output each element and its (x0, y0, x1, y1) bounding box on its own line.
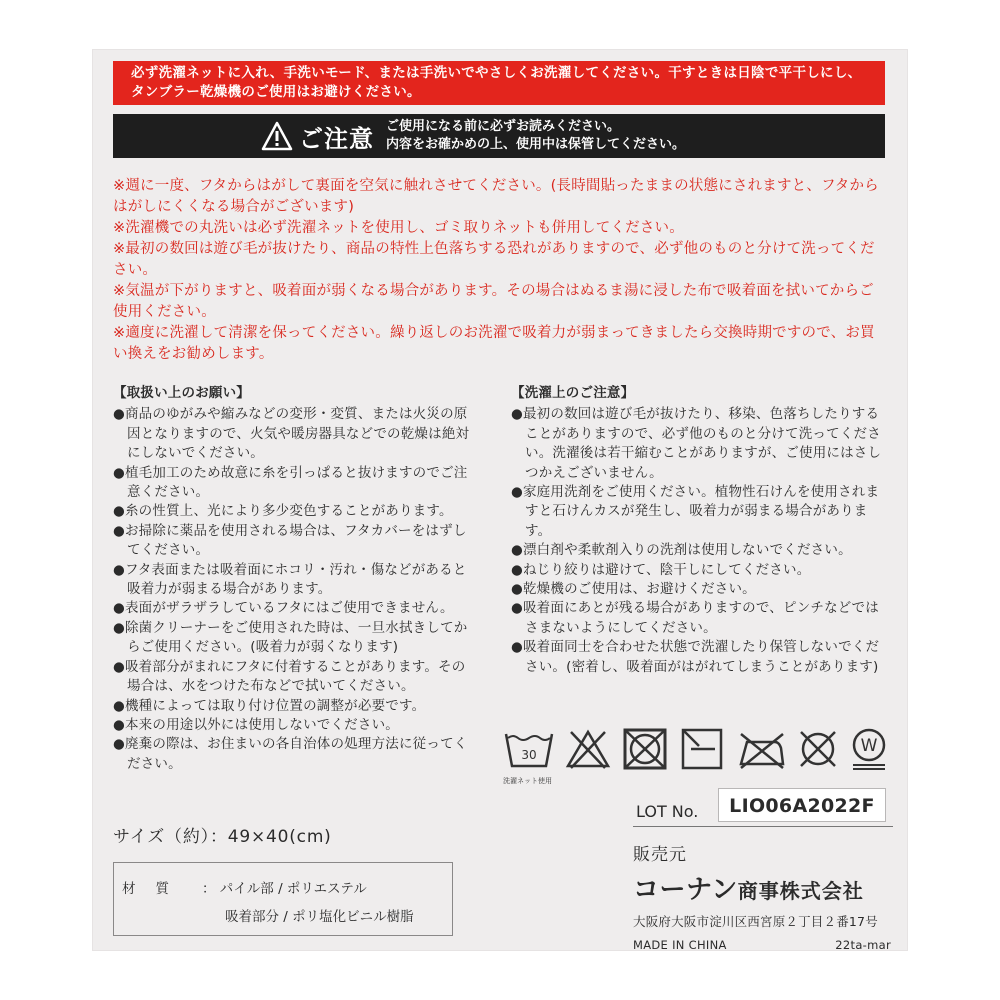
note-item: ※週に一度、フタからはがして裏面を空気に触れさせてください。(長時間貼ったままの状態にされますと、フタからはがしにくくなる場合がございます) (113, 178, 879, 215)
origin-text: MADE IN CHINA (633, 938, 727, 952)
banner-line-1: 必ず洗濯ネットに入れ、手洗いモード、または手洗いでやさしくお洗濯してください。干すときは日陰で平干しにし、 (131, 65, 862, 81)
handling-item: ●吸着部分がまれにフタに付着することがあります。その場合は、水をつけた布などで拭いてください。 (113, 658, 466, 695)
caution-sub-2: 内容をお確かめの上、使用中は保管してください。 (386, 137, 686, 152)
important-notes (113, 176, 883, 365)
material-row-2: 吸着部分 / ポリ塩化ビニル樹脂 (225, 909, 414, 925)
note-item: ※気温が下がりますと、吸着面が弱くなる場合があります。その場合はぬるま湯に浸した布で吸着面を拭いてからご使用ください。 (113, 283, 874, 320)
washing-item: ●漂白剤や柔軟剤入りの洗剤は使用しないでください。 (511, 542, 852, 559)
footer-line (633, 938, 891, 952)
material-box (113, 862, 453, 936)
lot-number (633, 788, 893, 828)
material-colon: ： (202, 881, 216, 897)
washing-title: 【洗濯上のご注意】 (511, 385, 635, 401)
wet-clean-icon (849, 726, 889, 772)
caution-sub-1: ご使用になる前に必ずお読みください。 (386, 119, 621, 134)
company-name (633, 869, 893, 906)
care-symbols (503, 726, 893, 790)
company-brand: コーナン (633, 875, 738, 905)
handling-item: ●お掃除に薬品を使用される場合は、フタカバーをはずしてください。 (113, 522, 467, 559)
no-dry-clean-icon (795, 726, 841, 772)
washing-item: ●乾燥機のご使用は、お避けください。 (511, 581, 756, 598)
company-address: 大阪府大阪市淀川区西宮原２丁目２番17号 (633, 914, 878, 929)
seller-label: 販売元 (633, 845, 687, 865)
note-item: ※洗濯機での丸洗いは必ず洗濯ネットを使用し、ゴミ取りネットも併用してください。 (113, 220, 684, 236)
caution-header (113, 114, 885, 158)
handling-item: ●フタ表面または吸着面にホコリ・汚れ・傷などがあると吸着力が弱まる場合があります。 (113, 561, 467, 598)
no-iron-icon (735, 726, 787, 772)
no-tumble-dry-icon (621, 726, 669, 772)
caution-heading: ご注意 (299, 124, 374, 153)
lot-value: LIO06A2022F (718, 788, 886, 822)
handling-item: ●除菌クリーナーをご使用された時は、一旦水拭きしてからご使用ください。(吸着力が弱くなります) (113, 619, 468, 656)
seller-info (633, 840, 893, 952)
lot-label: LOT No. (636, 802, 699, 821)
caution-subtext (386, 118, 685, 154)
size-text: サイズ（約）：49×40(cm) (113, 827, 332, 847)
handling-item: ●植毛加工のため故意に糸を引っぱると抜けますのでご注意ください。 (113, 464, 468, 501)
washing-item: ●ねじり絞りは避けて、陰干しにしてください。 (511, 561, 811, 578)
wash-temp-label: 30 (521, 748, 537, 762)
note-item: ※適度に洗濯して清潔を保ってください。繰り返しのお洗濯で吸着力が弱まってきましたら交換時期ですので、お買い換えをお勧めします。 (113, 325, 875, 362)
hand-wash-30-icon (503, 726, 555, 772)
company-suffix: 商事株式会社 (737, 879, 864, 903)
handling-item: ●表面がザラザラしているフタにはご使用できません。 (113, 600, 454, 617)
lot-underline (633, 826, 893, 827)
washing-section (511, 384, 883, 677)
handling-item: ●本来の用途以外には使用しないでください。 (113, 716, 399, 733)
no-bleach-icon (565, 726, 611, 772)
wash-net-caption: 洗濯ネット使用 (503, 777, 552, 785)
washing-item: ●吸着面同士を合わせた状態で洗濯したり保管しないでください。(密着し、吸着面がはがれてしまうことがあります) (511, 639, 880, 675)
handling-item: ●機種によっては取り付け位置の調整が必要です。 (113, 697, 426, 714)
washing-item: ●家庭用洗剤をご使用ください。植物性石けんを使用されますと石けんカスが発生し、吸着力が弱まる場合があります。 (511, 484, 880, 539)
handling-title: 【取扱い上のお願い】 (113, 385, 250, 401)
handling-section (113, 384, 473, 774)
washing-item: ●吸着面にあとが残る場合がありますので、ピンチなどではさまないようにしてください。 (511, 600, 879, 636)
handling-item: ●糸の性質上、光により多少変色することがあります。 (113, 503, 453, 520)
material-row-1 (122, 877, 367, 897)
wet-clean-letter: W (860, 736, 878, 756)
material-label: 材質 (122, 881, 189, 897)
note-item: ※最初の数回は遊び毛が抜けたり、商品の特性上色落ちする恐れがありますので、必ず他のものと分けて洗ってください。 (113, 241, 875, 278)
wash-instruction-banner (113, 61, 885, 105)
washing-item: ●最初の数回は遊び毛が抜けたり、移染、色落ちしたりすることがありますので、必ず他のものと分けて洗ってください。洗濯後は若干縮むことがありますが、ご使用にはさしつかえございません。 (511, 406, 882, 481)
handling-item: ●商品のゆがみや縮みなどの変形・変質、または火災の原因となりますので、火気や暖房器具などでの乾燥は絶対にしないでください。 (113, 406, 470, 462)
product-code: 22ta-mar (835, 938, 891, 952)
material-pile: パイル部 / ポリエステル (219, 881, 367, 897)
product-label-card (93, 50, 907, 950)
warning-icon (261, 121, 293, 151)
handling-item: ●廃棄の際は、お住まいの各自治体の処理方法に従ってください。 (113, 736, 468, 772)
flat-dry-shade-icon (679, 726, 725, 772)
banner-line-2: タンブラー乾燥機のご使用はお避けください。 (131, 84, 421, 100)
